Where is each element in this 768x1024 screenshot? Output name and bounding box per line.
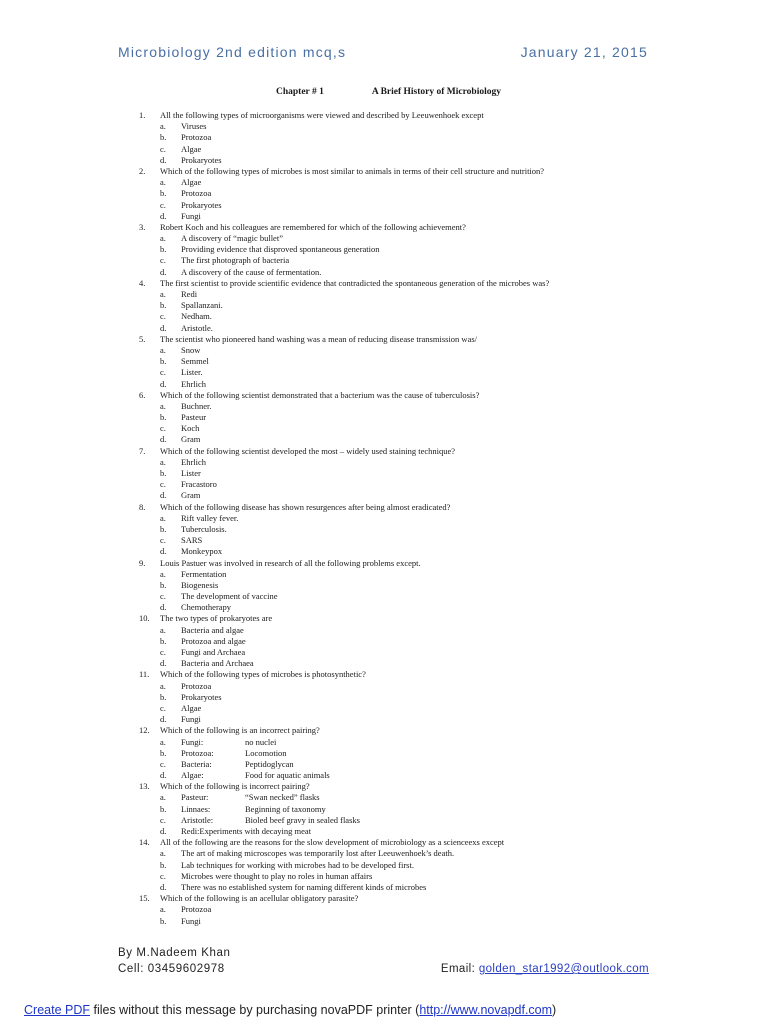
option-letter: a. (160, 400, 166, 411)
option-text: Fungi and Archaea (181, 647, 246, 657)
option-letter: b. (160, 244, 167, 255)
question-number: 1. (139, 110, 146, 120)
answer-option (160, 792, 659, 803)
option-text: Protozoa and algae (181, 635, 246, 646)
option-letter: d. (160, 881, 167, 892)
answer-option (160, 412, 659, 423)
novapdf-notice (24, 1003, 744, 1017)
option-letter: d. (160, 490, 167, 501)
option-letter: c. (160, 702, 166, 713)
answer-option (160, 289, 659, 300)
option-letter: a. (160, 680, 166, 691)
answer-option (160, 379, 659, 390)
answer-option (160, 345, 659, 356)
question-number: 13. (139, 781, 150, 792)
answer-option (160, 244, 659, 255)
answer-option (160, 423, 659, 434)
question-item (139, 390, 659, 446)
option-letter: a. (160, 736, 166, 747)
option-letter: a. (160, 568, 166, 579)
question-item (139, 558, 659, 614)
option-letter: a. (160, 792, 166, 803)
option-text: Lister (181, 468, 201, 478)
option-letter: d. (160, 322, 167, 333)
option-pair-label: Pasteur: (181, 792, 209, 803)
option-text: Lab techniques for working with microbes had to be developed first. (181, 859, 414, 870)
question-number: 3. (139, 221, 146, 232)
author-email (441, 963, 649, 975)
option-letter: b. (160, 412, 167, 423)
option-text: Redi:Experiments with decaying meat (181, 826, 312, 836)
answer-option (160, 692, 659, 703)
option-letter: a. (160, 177, 166, 188)
option-letter: b. (160, 356, 167, 367)
chapter-title: A Brief History of Microbiology (371, 87, 501, 97)
create-pdf-link[interactable]: Create PDF (24, 1003, 90, 1017)
answer-option (160, 233, 659, 244)
author-cell: Cell: 03459602978 (118, 963, 225, 975)
option-text: Lister. (181, 367, 203, 378)
answer-option (160, 770, 659, 781)
question-number: 11. (139, 669, 150, 680)
answer-option (160, 255, 659, 266)
option-text: Biogenesis (181, 579, 219, 590)
question-text: Which of the following is an acellular obligatory parasite? (160, 893, 359, 904)
option-text: Peptidoglycan (245, 758, 294, 769)
option-letter: d. (160, 434, 167, 445)
option-letter: a. (160, 289, 166, 299)
question-number: 15. (139, 893, 150, 904)
option-text: Beginning of taxonomy (245, 803, 326, 814)
chapter-heading (276, 87, 501, 97)
option-pair-label: Protozoa: (181, 747, 214, 758)
option-letter: b. (160, 915, 167, 926)
option-letter: b. (160, 188, 167, 199)
question-text: The first scientist to provide scientific evidence that contradicted the spontaneous generation of the microbes was? (160, 277, 550, 288)
question-item (139, 110, 659, 166)
option-letter: a. (160, 344, 166, 355)
option-letter: c. (160, 367, 166, 378)
option-text: Pasteur (181, 412, 207, 423)
option-letter: d. (160, 602, 167, 613)
option-letter: b. (160, 132, 167, 143)
answer-option (160, 748, 659, 759)
answer-option (160, 323, 659, 334)
option-letter: b. (160, 579, 167, 590)
question-item (139, 446, 659, 502)
answer-option (160, 580, 659, 591)
option-pair-label: Fungi: (181, 736, 204, 747)
option-letter: d. (160, 210, 167, 221)
email-link[interactable]: golden_star1992@outlook.com (478, 963, 649, 975)
question-item (139, 166, 659, 222)
option-text: Food for aquatic animals (245, 770, 330, 781)
answer-option (160, 569, 659, 580)
answer-option (160, 625, 659, 636)
answer-option (160, 132, 659, 143)
option-text: Prokaryotes (181, 199, 222, 210)
question-text: Which of the following scientist developed the most – widely used staining technique? (160, 445, 456, 456)
novapdf-text-end: ) (552, 1003, 557, 1017)
option-letter: b. (160, 859, 167, 870)
answer-option (160, 200, 659, 211)
option-text: Prokaryotes (181, 691, 222, 702)
option-text: Algae (181, 177, 202, 188)
option-pair-label: Aristotle: (181, 814, 214, 825)
answer-option (160, 826, 659, 837)
option-pair-label: Bacteria: (181, 758, 212, 769)
option-letter: c. (160, 814, 166, 825)
option-text: Bacteria and algae (181, 624, 244, 635)
question-text: Which of the following types of microbes is photosynthetic? (160, 669, 366, 680)
option-text: The art of making microscopes was temporarily lost after Leeuwenhoek’s death. (181, 848, 455, 859)
answer-option (160, 524, 659, 535)
question-item (139, 725, 659, 781)
option-text: SARS (181, 535, 203, 546)
answer-option (160, 602, 659, 613)
question-item (139, 278, 659, 334)
option-letter: d. (160, 658, 167, 669)
option-text: Snow (181, 344, 201, 355)
option-letter: b. (160, 803, 167, 814)
email-label: Email: (440, 963, 479, 975)
answer-option (160, 490, 659, 501)
answer-option (160, 815, 659, 826)
author-name: By M.Nadeem Khan (118, 947, 231, 959)
option-letter: c. (160, 255, 166, 266)
question-number: 4. (139, 277, 146, 288)
answer-option (160, 535, 659, 546)
question-number: 12. (139, 725, 150, 736)
option-letter: d. (160, 154, 167, 165)
option-text: Fungi (181, 210, 201, 221)
option-letter: a. (160, 904, 166, 915)
option-letter: c. (160, 591, 166, 602)
option-text: Protozoa (181, 904, 212, 915)
option-letter: b. (160, 691, 167, 702)
option-text: Providing evidence that disproved spontaneous generation (181, 244, 380, 255)
answer-option (160, 356, 659, 367)
answer-option (160, 144, 659, 155)
option-letter: d. (160, 714, 167, 725)
question-number: 10. (139, 613, 150, 624)
option-letter: d. (160, 826, 167, 836)
question-text: Which of the following scientist demonstrated that a bacterium was the cause of tuberculosis? (160, 389, 480, 400)
option-text: Tuberculosis. (181, 523, 227, 534)
option-text: no nuclei (245, 736, 277, 747)
answer-option (160, 457, 659, 468)
option-letter: b. (160, 468, 167, 478)
answer-option (160, 848, 659, 859)
novapdf-url-link[interactable]: http://www.novapdf.com (419, 1003, 553, 1017)
option-text: Locomotion (245, 747, 287, 758)
option-text: “Swan necked” flasks (245, 792, 320, 803)
answer-option (160, 714, 659, 725)
option-text: Buchner. (181, 400, 212, 411)
answer-option (160, 737, 659, 748)
question-item (139, 502, 659, 558)
question-text: All the following types of microorganisms were viewed and described by Leeuwenhoek except (160, 110, 484, 120)
answer-option (160, 591, 659, 602)
question-number: 6. (139, 389, 146, 400)
option-text: Ehrlich (181, 456, 207, 467)
option-text: Gram (181, 490, 201, 501)
answer-option (160, 211, 659, 222)
option-text: Fermentation (181, 568, 227, 579)
answer-option (160, 636, 659, 647)
option-letter: d. (160, 546, 167, 557)
option-letter: b. (160, 635, 167, 646)
answer-option (160, 401, 659, 412)
question-number: 2. (139, 165, 146, 176)
option-text: The first photograph of bacteria (181, 255, 290, 266)
question-text: Which of the following types of microbes is most similar to animals in terms of their cell structure and nutrition? (160, 165, 545, 176)
answer-option (160, 647, 659, 658)
answer-option (160, 300, 659, 311)
question-number: 7. (139, 445, 146, 456)
answer-option (160, 703, 659, 714)
question-text: Which of the following is incorrect pairing? (160, 781, 310, 792)
option-text: A discovery of the cause of fermentation. (181, 266, 322, 277)
option-text: Nedham. (181, 311, 212, 322)
option-letter: c. (160, 535, 166, 546)
question-text: Louis Pastuer was involved in research of all the following problems except. (160, 557, 421, 568)
question-text: The scientist who pioneered hand washing was a mean of reducing disease transmission was/ (160, 333, 478, 344)
answer-option (160, 177, 659, 188)
answer-option (160, 759, 659, 770)
answer-option (160, 546, 659, 557)
option-text: Viruses (181, 121, 207, 132)
answer-option (160, 871, 659, 882)
answer-option (160, 916, 659, 927)
option-text: Algae (181, 143, 202, 154)
question-number: 5. (139, 333, 146, 344)
option-text: Redi (181, 289, 198, 299)
option-pair-label: Algae: (181, 770, 204, 781)
option-text: Spallanzani. (181, 300, 223, 311)
answer-option (160, 468, 659, 479)
option-text: Prokaryotes (181, 154, 222, 165)
answer-option (160, 904, 659, 915)
option-letter: a. (160, 121, 166, 132)
novapdf-text: files without this message by purchasing novaPDF printer ( (90, 1003, 420, 1017)
document-header-title: Microbiology 2nd edition mcq,s (118, 44, 347, 60)
question-list (139, 110, 659, 927)
option-letter: c. (160, 199, 166, 210)
answer-option (160, 311, 659, 322)
question-item (139, 222, 659, 278)
question-item (139, 669, 659, 725)
option-letter: a. (160, 848, 166, 859)
option-letter: a. (160, 233, 166, 244)
option-text: Monkeypox (181, 546, 223, 557)
option-letter: d. (160, 266, 167, 277)
answer-option (160, 882, 659, 893)
option-text: Fungi (181, 714, 201, 725)
option-letter: d. (160, 770, 167, 781)
option-text: Fungi (181, 915, 201, 926)
option-text: Protozoa (181, 680, 212, 691)
option-letter: c. (160, 479, 166, 490)
answer-option (160, 367, 659, 378)
question-text: Which of the following is an incorrect pairing? (160, 725, 320, 736)
answer-option (160, 155, 659, 166)
option-text: Semmel (181, 356, 209, 367)
option-letter: b. (160, 747, 167, 758)
question-text: The two types of prokaryotes are (160, 613, 273, 624)
answer-option (160, 121, 659, 132)
question-item (139, 837, 659, 893)
question-number: 8. (139, 501, 146, 512)
option-text: A discovery of “magic bullet” (181, 233, 283, 244)
option-text: Protozoa (181, 132, 212, 143)
question-number: 9. (139, 557, 146, 568)
answer-option (160, 681, 659, 692)
option-text: There was no established system for naming different kinds of microbes (181, 881, 427, 892)
option-text: The development of vaccine (181, 591, 278, 602)
answer-option (160, 513, 659, 524)
question-number: 14. (139, 837, 150, 848)
document-header-date: January 21, 2015 (520, 44, 648, 60)
answer-option (160, 479, 659, 490)
answer-option (160, 188, 659, 199)
answer-option (160, 658, 659, 669)
option-pair-label: Linnaes: (181, 803, 211, 814)
answer-option (160, 860, 659, 871)
option-letter: a. (160, 456, 166, 467)
question-text: All of the following are the reasons for the slow development of microbiology as a scienceexs except (160, 837, 505, 848)
option-text: Rift valley fever. (181, 512, 239, 523)
option-letter: a. (160, 624, 166, 635)
option-text: Bioled beef gravy in sealed flasks (245, 814, 360, 825)
option-text: Bacteria and Archaea (181, 658, 254, 669)
question-item (139, 334, 659, 390)
answer-option (160, 267, 659, 278)
option-letter: c. (160, 758, 166, 769)
option-letter: d. (160, 378, 167, 389)
option-text: Koch (181, 423, 200, 434)
option-text: Algae (181, 702, 202, 713)
question-text: Robert Koch and his colleagues are remembered for which of the following achievement? (160, 221, 466, 232)
option-text: Protozoa (181, 188, 212, 199)
chapter-number: Chapter # 1 (276, 87, 324, 97)
answer-option (160, 804, 659, 815)
option-letter: c. (160, 423, 166, 434)
option-letter: c. (160, 143, 166, 154)
answer-option (160, 434, 659, 445)
option-text: Fracastoro (181, 479, 217, 490)
question-item (139, 613, 659, 669)
option-text: Ehrlich (181, 378, 207, 389)
option-letter: c. (160, 870, 166, 881)
option-letter: a. (160, 512, 166, 523)
option-text: Chemotherapy (181, 602, 232, 613)
option-text: Gram (181, 434, 201, 445)
option-letter: b. (160, 523, 167, 534)
option-letter: c. (160, 311, 166, 322)
question-item (139, 893, 659, 927)
question-text: Which of the following disease has shown resurgences after being almost eradicated? (160, 501, 451, 512)
option-letter: b. (160, 300, 167, 311)
option-text: Microbes were thought to play no roles in human affairs (181, 870, 373, 881)
question-item (139, 781, 659, 837)
option-letter: c. (160, 647, 166, 657)
option-text: Aristotle. (181, 322, 213, 333)
